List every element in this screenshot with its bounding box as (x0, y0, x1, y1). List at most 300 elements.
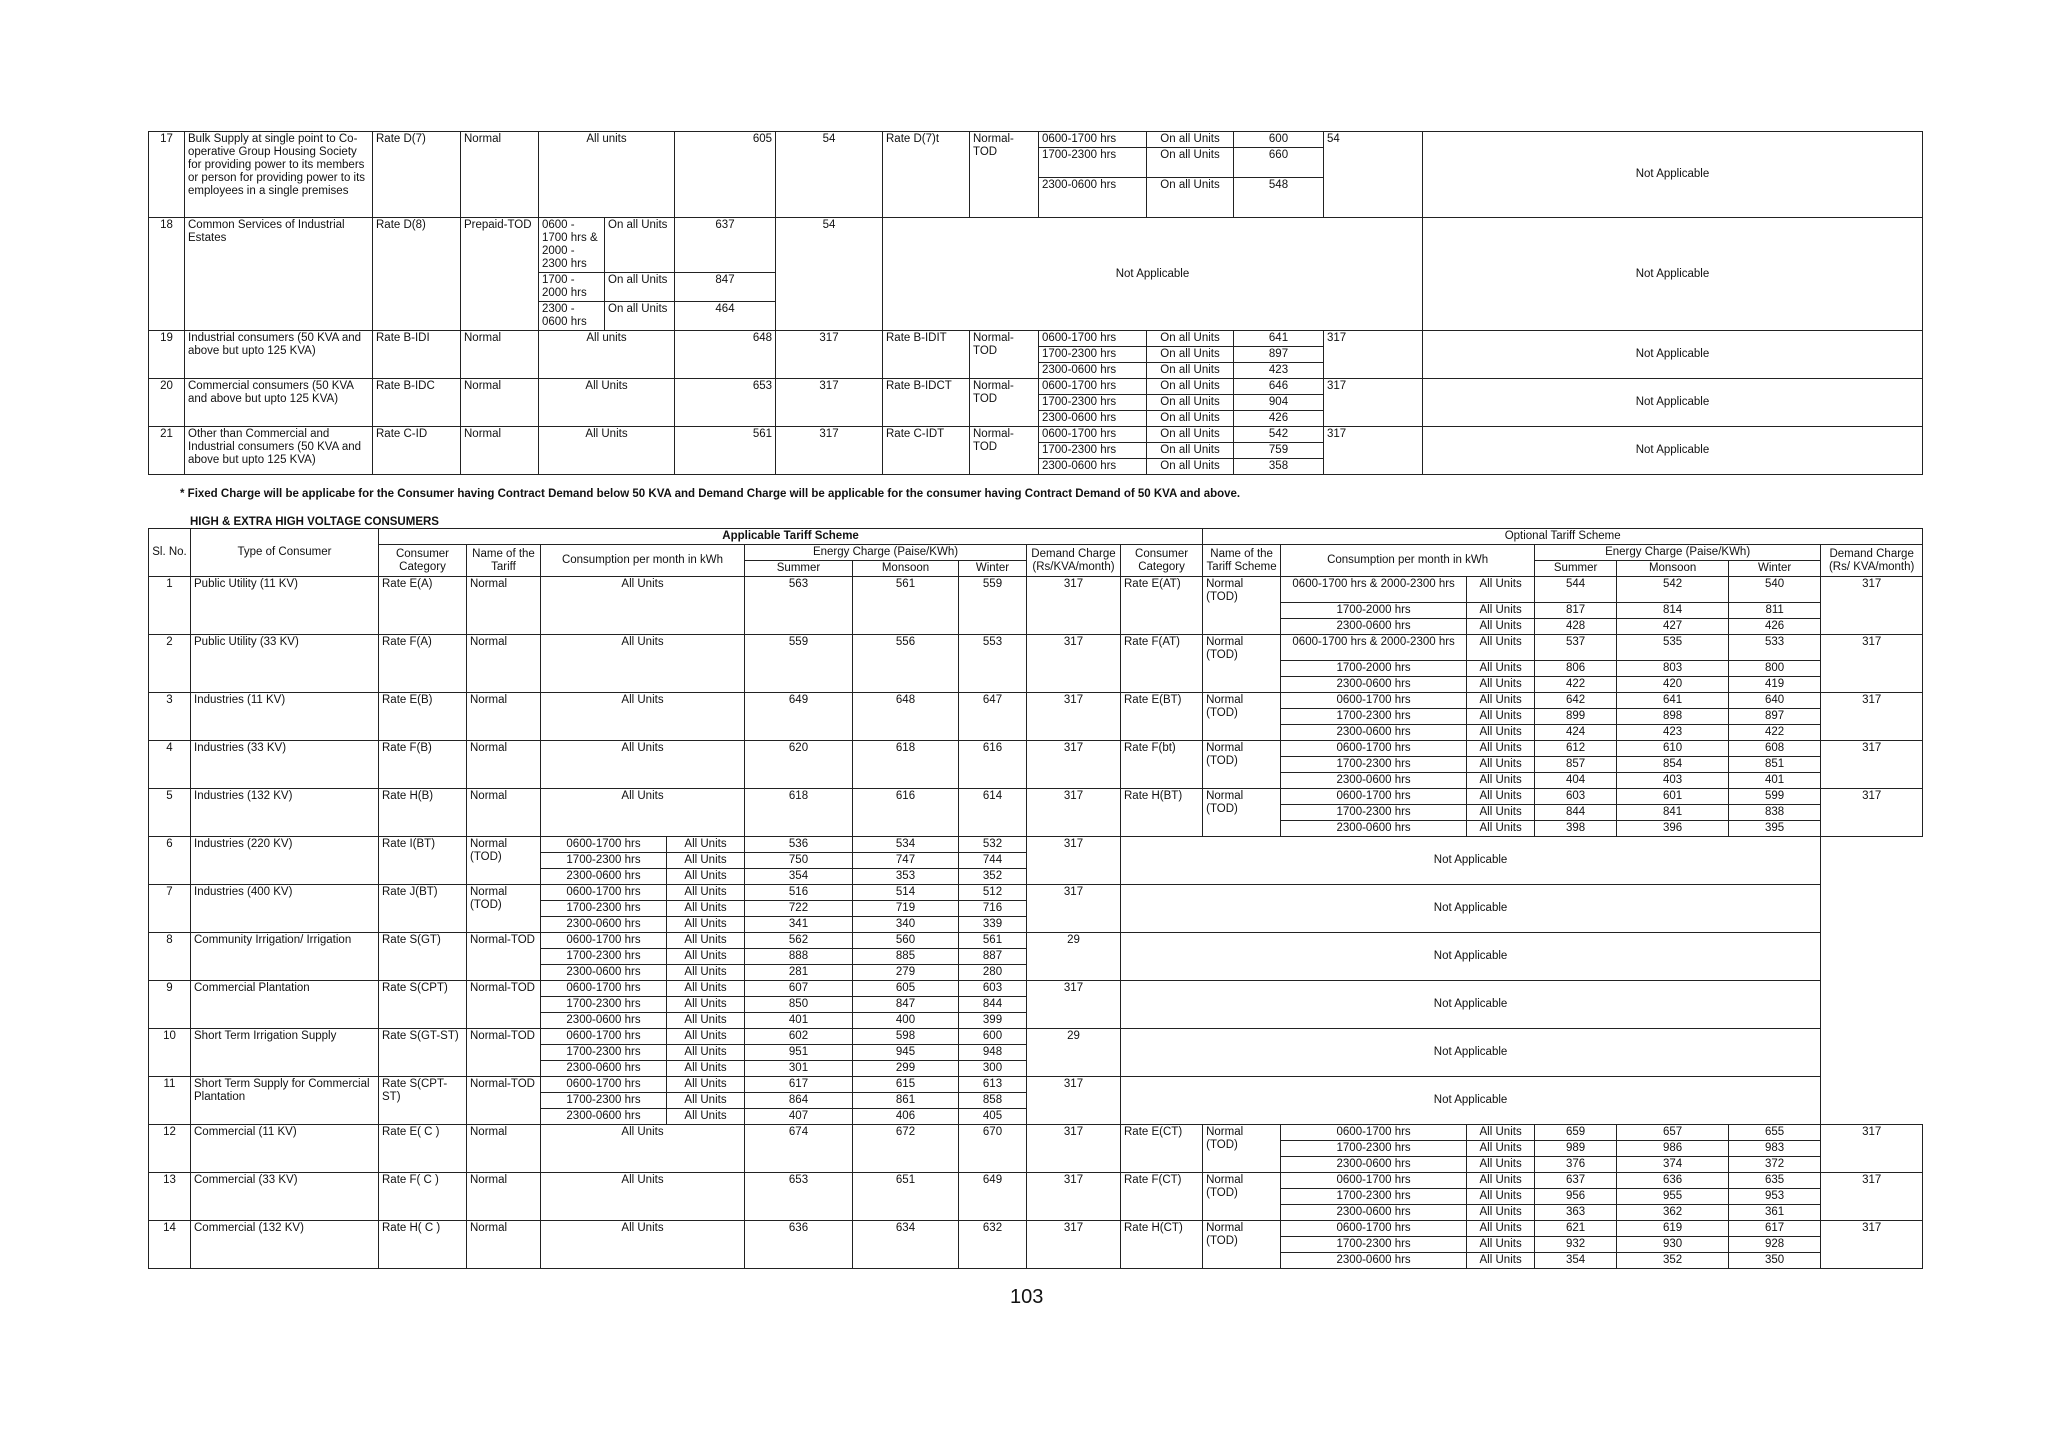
tariff-name: Normal (TOD) (467, 837, 541, 885)
tod-slot: 1700-2300 hrs (1281, 805, 1467, 821)
tod-slot: 1700-2000 hrs (1281, 603, 1467, 619)
lt-tariff-table-wrap (148, 131, 1923, 475)
not-applicable: Not Applicable (1121, 1029, 1821, 1077)
optional-tariff: Normal (TOD) (1203, 789, 1281, 837)
tod-winter: 928 (1729, 1237, 1821, 1253)
optional-fixed-charge: 54 (1324, 132, 1423, 218)
fixed-charge: 317 (776, 427, 883, 475)
tod-slot: 1700-2300 hrs (1281, 709, 1467, 725)
consumption: All Units (541, 1221, 745, 1269)
consumption: All Units (541, 577, 745, 635)
tod-monsoon: 514 (853, 885, 959, 901)
tod-summer: 354 (1535, 1253, 1617, 1269)
tod-units: All Units (667, 853, 745, 869)
tod-summer: 354 (745, 869, 853, 885)
energy-charge: 653 (675, 379, 776, 427)
tod-charge: 548 (1234, 178, 1324, 218)
fixed-charge: 54 (776, 218, 883, 331)
tod-monsoon: 374 (1617, 1157, 1729, 1173)
hdr-consumer-category: Consumer Category (379, 545, 467, 577)
tod-summer: 537 (1535, 635, 1617, 661)
tod-slot: 1700-2300 hrs (541, 997, 667, 1013)
optional-category: Rate B-IDCT (883, 379, 970, 427)
tod-winter: 352 (959, 869, 1027, 885)
optional-fixed-charge: 317 (1324, 379, 1423, 427)
consumer-type: Industries (11 KV) (191, 693, 379, 741)
demand-charge: 317 (1027, 885, 1121, 933)
tod-monsoon: 352 (1617, 1253, 1729, 1269)
tod-charge: 646 (1234, 379, 1324, 395)
fixed-charge: 54 (776, 132, 883, 218)
consumer-type: Short Term Supply for Commercial Plantation (191, 1077, 379, 1125)
optional-tariff: Normal (TOD) (1203, 635, 1281, 693)
sl-no: 14 (149, 1221, 191, 1269)
tod-monsoon: 986 (1617, 1141, 1729, 1157)
tod-winter: 635 (1729, 1173, 1821, 1189)
tod-charge: 660 (1234, 148, 1324, 178)
tod-winter: 608 (1729, 741, 1821, 757)
tod-monsoon: 299 (853, 1061, 959, 1077)
energy-monsoon: 634 (853, 1221, 959, 1269)
sl-no: 21 (149, 427, 185, 475)
demand-charge: 317 (1027, 789, 1121, 837)
tod-winter: 716 (959, 901, 1027, 917)
tod-summer: 621 (1535, 1221, 1617, 1237)
tariff-name: Normal-TOD (467, 933, 541, 981)
tod-units: All Units (667, 917, 745, 933)
consumer-category: Rate S(CPT) (379, 981, 467, 1029)
tod-slot: 1700-2300 hrs (1281, 757, 1467, 773)
tod-slot: 1700-2300 hrs (1039, 443, 1147, 459)
tod-summer: 602 (745, 1029, 853, 1045)
table-row (149, 331, 1923, 347)
tod-monsoon: 814 (1617, 603, 1729, 619)
tod-winter: 399 (959, 1013, 1027, 1029)
tod-slot: 1700-2300 hrs (541, 1093, 667, 1109)
tod-units: All Units (1467, 661, 1535, 677)
consumer-type: Industries (400 KV) (191, 885, 379, 933)
tod-slot: 1700-2300 hrs (1039, 395, 1147, 411)
tod-monsoon: 861 (853, 1093, 959, 1109)
demand-charge: 317 (1027, 635, 1121, 693)
tod-winter: 599 (1729, 789, 1821, 805)
consumer-type: Commercial (33 KV) (191, 1173, 379, 1221)
tod-monsoon: 601 (1617, 789, 1729, 805)
consumer-type: Industries (220 KV) (191, 837, 379, 885)
tod-units: All Units (667, 901, 745, 917)
tod-slot: 2300-0600 hrs (1281, 619, 1467, 635)
tod-units: On all Units (1147, 363, 1234, 379)
tod-monsoon: 719 (853, 901, 959, 917)
not-applicable: Not Applicable (1423, 218, 1923, 331)
table-row (149, 741, 1923, 757)
tod-winter: 844 (959, 997, 1027, 1013)
tod-summer: 428 (1535, 619, 1617, 635)
tod-summer: 750 (745, 853, 853, 869)
optional-tariff: Normal (TOD) (1203, 1221, 1281, 1269)
consumption: All Units (541, 1125, 745, 1173)
consumption: All units (539, 132, 675, 218)
energy-winter: 614 (959, 789, 1027, 837)
tod-monsoon: 406 (853, 1109, 959, 1125)
consumer-type: Public Utility (11 KV) (191, 577, 379, 635)
optional-category: Rate F(AT) (1121, 635, 1203, 693)
energy-summer: 653 (745, 1173, 853, 1221)
tod-summer: 376 (1535, 1157, 1617, 1173)
tod-winter: 426 (1729, 619, 1821, 635)
consumer-type: Public Utility (33 KV) (191, 635, 379, 693)
energy-winter: 647 (959, 693, 1027, 741)
tod-summer: 612 (1535, 741, 1617, 757)
tod-slot: 1700-2300 hrs (541, 1045, 667, 1061)
tod-winter: 603 (959, 981, 1027, 997)
optional-category: Rate H(BT) (1121, 789, 1203, 837)
tariff-name: Normal (461, 379, 539, 427)
tod-summer: 850 (745, 997, 853, 1013)
optional-tariff: Normal (TOD) (1203, 741, 1281, 789)
tod-winter: 948 (959, 1045, 1027, 1061)
energy-monsoon: 616 (853, 789, 959, 837)
table-row (149, 885, 1923, 901)
consumer-category: Rate S(GT) (379, 933, 467, 981)
energy-monsoon: 651 (853, 1173, 959, 1221)
tod-units: All Units (667, 1045, 745, 1061)
hdr-applicable-scheme: Applicable Tariff Scheme (379, 529, 1203, 545)
tod-units: On all Units (1147, 459, 1234, 475)
consumer-category: Rate E( C ) (379, 1125, 467, 1173)
tod-winter: 419 (1729, 677, 1821, 693)
tod-summer: 637 (1535, 1173, 1617, 1189)
table-row (149, 1173, 1923, 1189)
fixed-charge: 317 (776, 379, 883, 427)
tod-summer: 407 (745, 1109, 853, 1125)
tod-monsoon: 619 (1617, 1221, 1729, 1237)
table-row (149, 379, 1923, 395)
tod-slot: 0600-1700 hrs (1039, 331, 1147, 347)
tod-monsoon: 598 (853, 1029, 959, 1045)
tod-slot: 2300 - 0600 hrs (539, 302, 605, 331)
tod-slot: 2300-0600 hrs (1039, 363, 1147, 379)
tod-slot: 1700-2300 hrs (1281, 1141, 1467, 1157)
tod-charge: 759 (1234, 443, 1324, 459)
tod-summer: 341 (745, 917, 853, 933)
tod-summer: 899 (1535, 709, 1617, 725)
tod-winter: 838 (1729, 805, 1821, 821)
energy-winter: 616 (959, 741, 1027, 789)
hdr-opt-demand-charge: Demand Charge (Rs/ KVA/month) (1821, 545, 1923, 577)
tod-units: On all Units (1147, 427, 1234, 443)
consumer-category: Rate I(BT) (379, 837, 467, 885)
not-applicable: Not Applicable (1121, 981, 1821, 1029)
tod-slot: 2300-0600 hrs (1281, 773, 1467, 789)
table-row (149, 693, 1923, 709)
tod-monsoon: 279 (853, 965, 959, 981)
tod-monsoon: 955 (1617, 1189, 1729, 1205)
consumer-category: Rate D(7) (373, 132, 461, 218)
tod-slot: 0600-1700 hrs (541, 981, 667, 997)
tod-winter: 887 (959, 949, 1027, 965)
tariff-name: Normal (467, 1173, 541, 1221)
sl-no: 9 (149, 981, 191, 1029)
tod-units: All Units (667, 1093, 745, 1109)
tod-winter: 953 (1729, 1189, 1821, 1205)
sl-no: 4 (149, 741, 191, 789)
demand-charge: 317 (1027, 837, 1121, 885)
tod-winter: 811 (1729, 603, 1821, 619)
tod-monsoon: 403 (1617, 773, 1729, 789)
energy-charge: 605 (675, 132, 776, 218)
tariff-name: Normal (467, 577, 541, 635)
tod-monsoon: 340 (853, 917, 959, 933)
tod-monsoon: 420 (1617, 677, 1729, 693)
hv-tariff-table-wrap (148, 528, 1923, 1269)
not-applicable: Not Applicable (883, 218, 1423, 331)
tod-units: All Units (1467, 805, 1535, 821)
tod-monsoon: 423 (1617, 725, 1729, 741)
tod-monsoon: 605 (853, 981, 959, 997)
table-row (149, 789, 1923, 805)
optional-category: Rate B-IDIT (883, 331, 970, 379)
tod-units: All Units (1467, 725, 1535, 741)
tod-units: All Units (1467, 821, 1535, 837)
sl-no: 2 (149, 635, 191, 693)
tod-units: All Units (667, 837, 745, 853)
optional-tariff: Normal (TOD) (1203, 693, 1281, 741)
tod-monsoon: 534 (853, 837, 959, 853)
energy-summer: 559 (745, 635, 853, 693)
consumer-category: Rate B-IDI (373, 331, 461, 379)
tod-winter: 640 (1729, 693, 1821, 709)
optional-demand-charge: 317 (1821, 741, 1923, 789)
optional-fixed-charge: 317 (1324, 331, 1423, 379)
tod-winter: 613 (959, 1077, 1027, 1093)
tod-summer: 562 (745, 933, 853, 949)
demand-charge: 317 (1027, 1173, 1121, 1221)
tod-slot: 2300-0600 hrs (1281, 1253, 1467, 1269)
hdr-energy-charge: Energy Charge (Paise/KWh) (745, 545, 1027, 561)
consumer-category: Rate S(GT-ST) (379, 1029, 467, 1077)
tod-units: On all Units (1147, 178, 1234, 218)
optional-category: Rate E(AT) (1121, 577, 1203, 635)
consumer-category: Rate F(B) (379, 741, 467, 789)
tariff-name: Normal (467, 1125, 541, 1173)
optional-category: Rate E(BT) (1121, 693, 1203, 741)
tod-winter: 800 (1729, 661, 1821, 677)
tod-monsoon: 841 (1617, 805, 1729, 821)
tod-slot: 0600-1700 hrs (1281, 741, 1467, 757)
hdr-winter: Winter (959, 561, 1027, 577)
sl-no: 19 (149, 331, 185, 379)
consumer-type: Industries (132 KV) (191, 789, 379, 837)
tod-summer: 722 (745, 901, 853, 917)
energy-summer: 649 (745, 693, 853, 741)
consumer-category: Rate E(B) (379, 693, 467, 741)
tod-units: On all Units (1147, 148, 1234, 178)
tod-monsoon: 535 (1617, 635, 1729, 661)
optional-tariff: Normal-TOD (970, 132, 1039, 218)
table-row (149, 1077, 1923, 1093)
tod-slot: 2300-0600 hrs (1281, 1205, 1467, 1221)
tod-units: All Units (1467, 709, 1535, 725)
optional-tariff: Normal-TOD (970, 331, 1039, 379)
tod-slot: 2300-0600 hrs (1281, 725, 1467, 741)
tod-monsoon: 353 (853, 869, 959, 885)
tod-summer: 536 (745, 837, 853, 853)
tod-slot: 2300-0600 hrs (1039, 411, 1147, 427)
energy-winter: 649 (959, 1173, 1027, 1221)
sl-no: 20 (149, 379, 185, 427)
tod-slot: 2300-0600 hrs (541, 1109, 667, 1125)
hdr-sl-no: Sl. No. (149, 529, 191, 577)
tod-summer: 932 (1535, 1237, 1617, 1253)
demand-charge: 317 (1027, 693, 1121, 741)
tod-units: All Units (1467, 1189, 1535, 1205)
tod-summer: 422 (1535, 677, 1617, 693)
energy-summer: 620 (745, 741, 853, 789)
tariff-name: Normal (467, 635, 541, 693)
energy-summer: 636 (745, 1221, 853, 1269)
demand-charge: 317 (1027, 577, 1121, 635)
tod-slot: 0600-1700 hrs (541, 1029, 667, 1045)
energy-winter: 632 (959, 1221, 1027, 1269)
energy-monsoon: 556 (853, 635, 959, 693)
tod-winter: 744 (959, 853, 1027, 869)
hdr-opt-consumption: Consumption per month in kWh (1281, 545, 1535, 577)
tod-units: All Units (667, 885, 745, 901)
hdr-opt-consumer-category: Consumer Category (1121, 545, 1203, 577)
hv-section-heading: HIGH & EXTRA HIGH VOLTAGE CONSUMERS (190, 516, 439, 528)
tod-summer: 951 (745, 1045, 853, 1061)
tod-charge: 423 (1234, 363, 1324, 379)
tod-summer: 857 (1535, 757, 1617, 773)
tod-slot: 1700-2300 hrs (1039, 148, 1147, 178)
consumer-category: Rate F( C ) (379, 1173, 467, 1221)
tod-monsoon: 641 (1617, 693, 1729, 709)
consumer-type: Common Services of Industrial Estates (185, 218, 373, 331)
tod-slot: 0600-1700 hrs (1039, 379, 1147, 395)
tod-winter: 617 (1729, 1221, 1821, 1237)
consumer-category: Rate J(BT) (379, 885, 467, 933)
not-applicable: Not Applicable (1121, 837, 1821, 885)
tod-winter: 401 (1729, 773, 1821, 789)
table-row (149, 577, 1923, 603)
tod-units: All Units (667, 869, 745, 885)
table-row (149, 933, 1923, 949)
energy-charge: 561 (675, 427, 776, 475)
tod-slot: 0600-1700 hrs (1281, 1125, 1467, 1141)
optional-category: Rate F(bt) (1121, 741, 1203, 789)
tod-winter: 422 (1729, 725, 1821, 741)
consumer-type: Commercial consumers (50 KVA and above but upto 125 KVA) (185, 379, 373, 427)
tod-winter: 300 (959, 1061, 1027, 1077)
tod-monsoon: 854 (1617, 757, 1729, 773)
tod-monsoon: 945 (853, 1045, 959, 1061)
tod-units: All Units (1467, 677, 1535, 693)
tod-units: All Units (667, 1061, 745, 1077)
hdr-type-of-consumer: Type of Consumer (191, 529, 379, 577)
tariff-name: Prepaid-TOD (461, 218, 539, 331)
table-row (149, 1029, 1923, 1045)
tod-monsoon: 657 (1617, 1125, 1729, 1141)
tariff-name: Normal (461, 132, 539, 218)
tod-slot: 2300-0600 hrs (1281, 821, 1467, 837)
tod-winter: 372 (1729, 1157, 1821, 1173)
optional-demand-charge: 317 (1821, 1125, 1923, 1173)
tod-slot: 0600-1700 hrs (1281, 1221, 1467, 1237)
tod-winter: 512 (959, 885, 1027, 901)
tod-slot: 0600-1700 hrs (541, 837, 667, 853)
tod-units: All Units (667, 965, 745, 981)
tod-monsoon: 427 (1617, 619, 1729, 635)
tod-units: All Units (667, 1077, 745, 1093)
tod-units: On all Units (1147, 443, 1234, 459)
energy-monsoon: 618 (853, 741, 959, 789)
table-row (149, 1221, 1923, 1237)
not-applicable: Not Applicable (1423, 379, 1923, 427)
energy-winter: 553 (959, 635, 1027, 693)
tod-monsoon: 610 (1617, 741, 1729, 757)
tod-units: All Units (1467, 1125, 1535, 1141)
tod-summer: 607 (745, 981, 853, 997)
tod-units: On all Units (605, 302, 675, 331)
optional-category: Rate H(CT) (1121, 1221, 1203, 1269)
tod-summer: 398 (1535, 821, 1617, 837)
tod-summer: 424 (1535, 725, 1617, 741)
table-row (149, 427, 1923, 443)
tod-units: All Units (667, 949, 745, 965)
table-row (149, 1125, 1923, 1141)
tod-slot: 2300-0600 hrs (541, 965, 667, 981)
demand-charge: 317 (1027, 1077, 1121, 1125)
hdr-opt-energy-charge: Energy Charge (Paise/KWh) (1535, 545, 1821, 561)
tod-winter: 533 (1729, 635, 1821, 661)
not-applicable: Not Applicable (1121, 1077, 1821, 1125)
sl-no: 11 (149, 1077, 191, 1125)
consumption: All Units (541, 1173, 745, 1221)
consumer-category: Rate E(A) (379, 577, 467, 635)
optional-tariff: Normal (TOD) (1203, 1173, 1281, 1221)
tod-winter: 532 (959, 837, 1027, 853)
tariff-name: Normal (TOD) (467, 885, 541, 933)
consumer-type: Other than Commercial and Industrial consumers (50 KVA and above but upto 125 KVA) (185, 427, 373, 475)
tod-slot: 1700-2300 hrs (541, 949, 667, 965)
tod-monsoon: 542 (1617, 577, 1729, 603)
tod-summer: 806 (1535, 661, 1617, 677)
tod-slot: 0600-1700 hrs & 2000-2300 hrs (1281, 577, 1467, 603)
lt-tariff-table (148, 131, 1923, 475)
tod-summer: 888 (745, 949, 853, 965)
tod-units: All Units (1467, 773, 1535, 789)
optional-demand-charge: 317 (1821, 577, 1923, 635)
optional-demand-charge: 317 (1821, 1173, 1923, 1221)
tod-slot: 2300-0600 hrs (1281, 1157, 1467, 1173)
tod-units: All Units (667, 981, 745, 997)
optional-demand-charge: 317 (1821, 789, 1923, 837)
table-row (149, 218, 1923, 273)
tod-units: All Units (1467, 741, 1535, 757)
tod-slot: 0600 - 1700 hrs & 2000 - 2300 hrs (539, 218, 605, 273)
tod-monsoon: 400 (853, 1013, 959, 1029)
hdr-opt-monsoon: Monsoon (1617, 561, 1729, 577)
tod-summer: 603 (1535, 789, 1617, 805)
tod-units: All Units (667, 997, 745, 1013)
tariff-name: Normal-TOD (467, 1077, 541, 1125)
tod-winter: 339 (959, 917, 1027, 933)
tod-slot: 0600-1700 hrs (1281, 1173, 1467, 1189)
sl-no: 7 (149, 885, 191, 933)
tariff-name: Normal (467, 1221, 541, 1269)
fixed-charge-note: * Fixed Charge will be applicabe for the Consumer having Contract Demand below 50 KVA and Demand Charge will be applicable for the consumer having Contract Demand of 50 KVA and above. (180, 488, 1241, 500)
